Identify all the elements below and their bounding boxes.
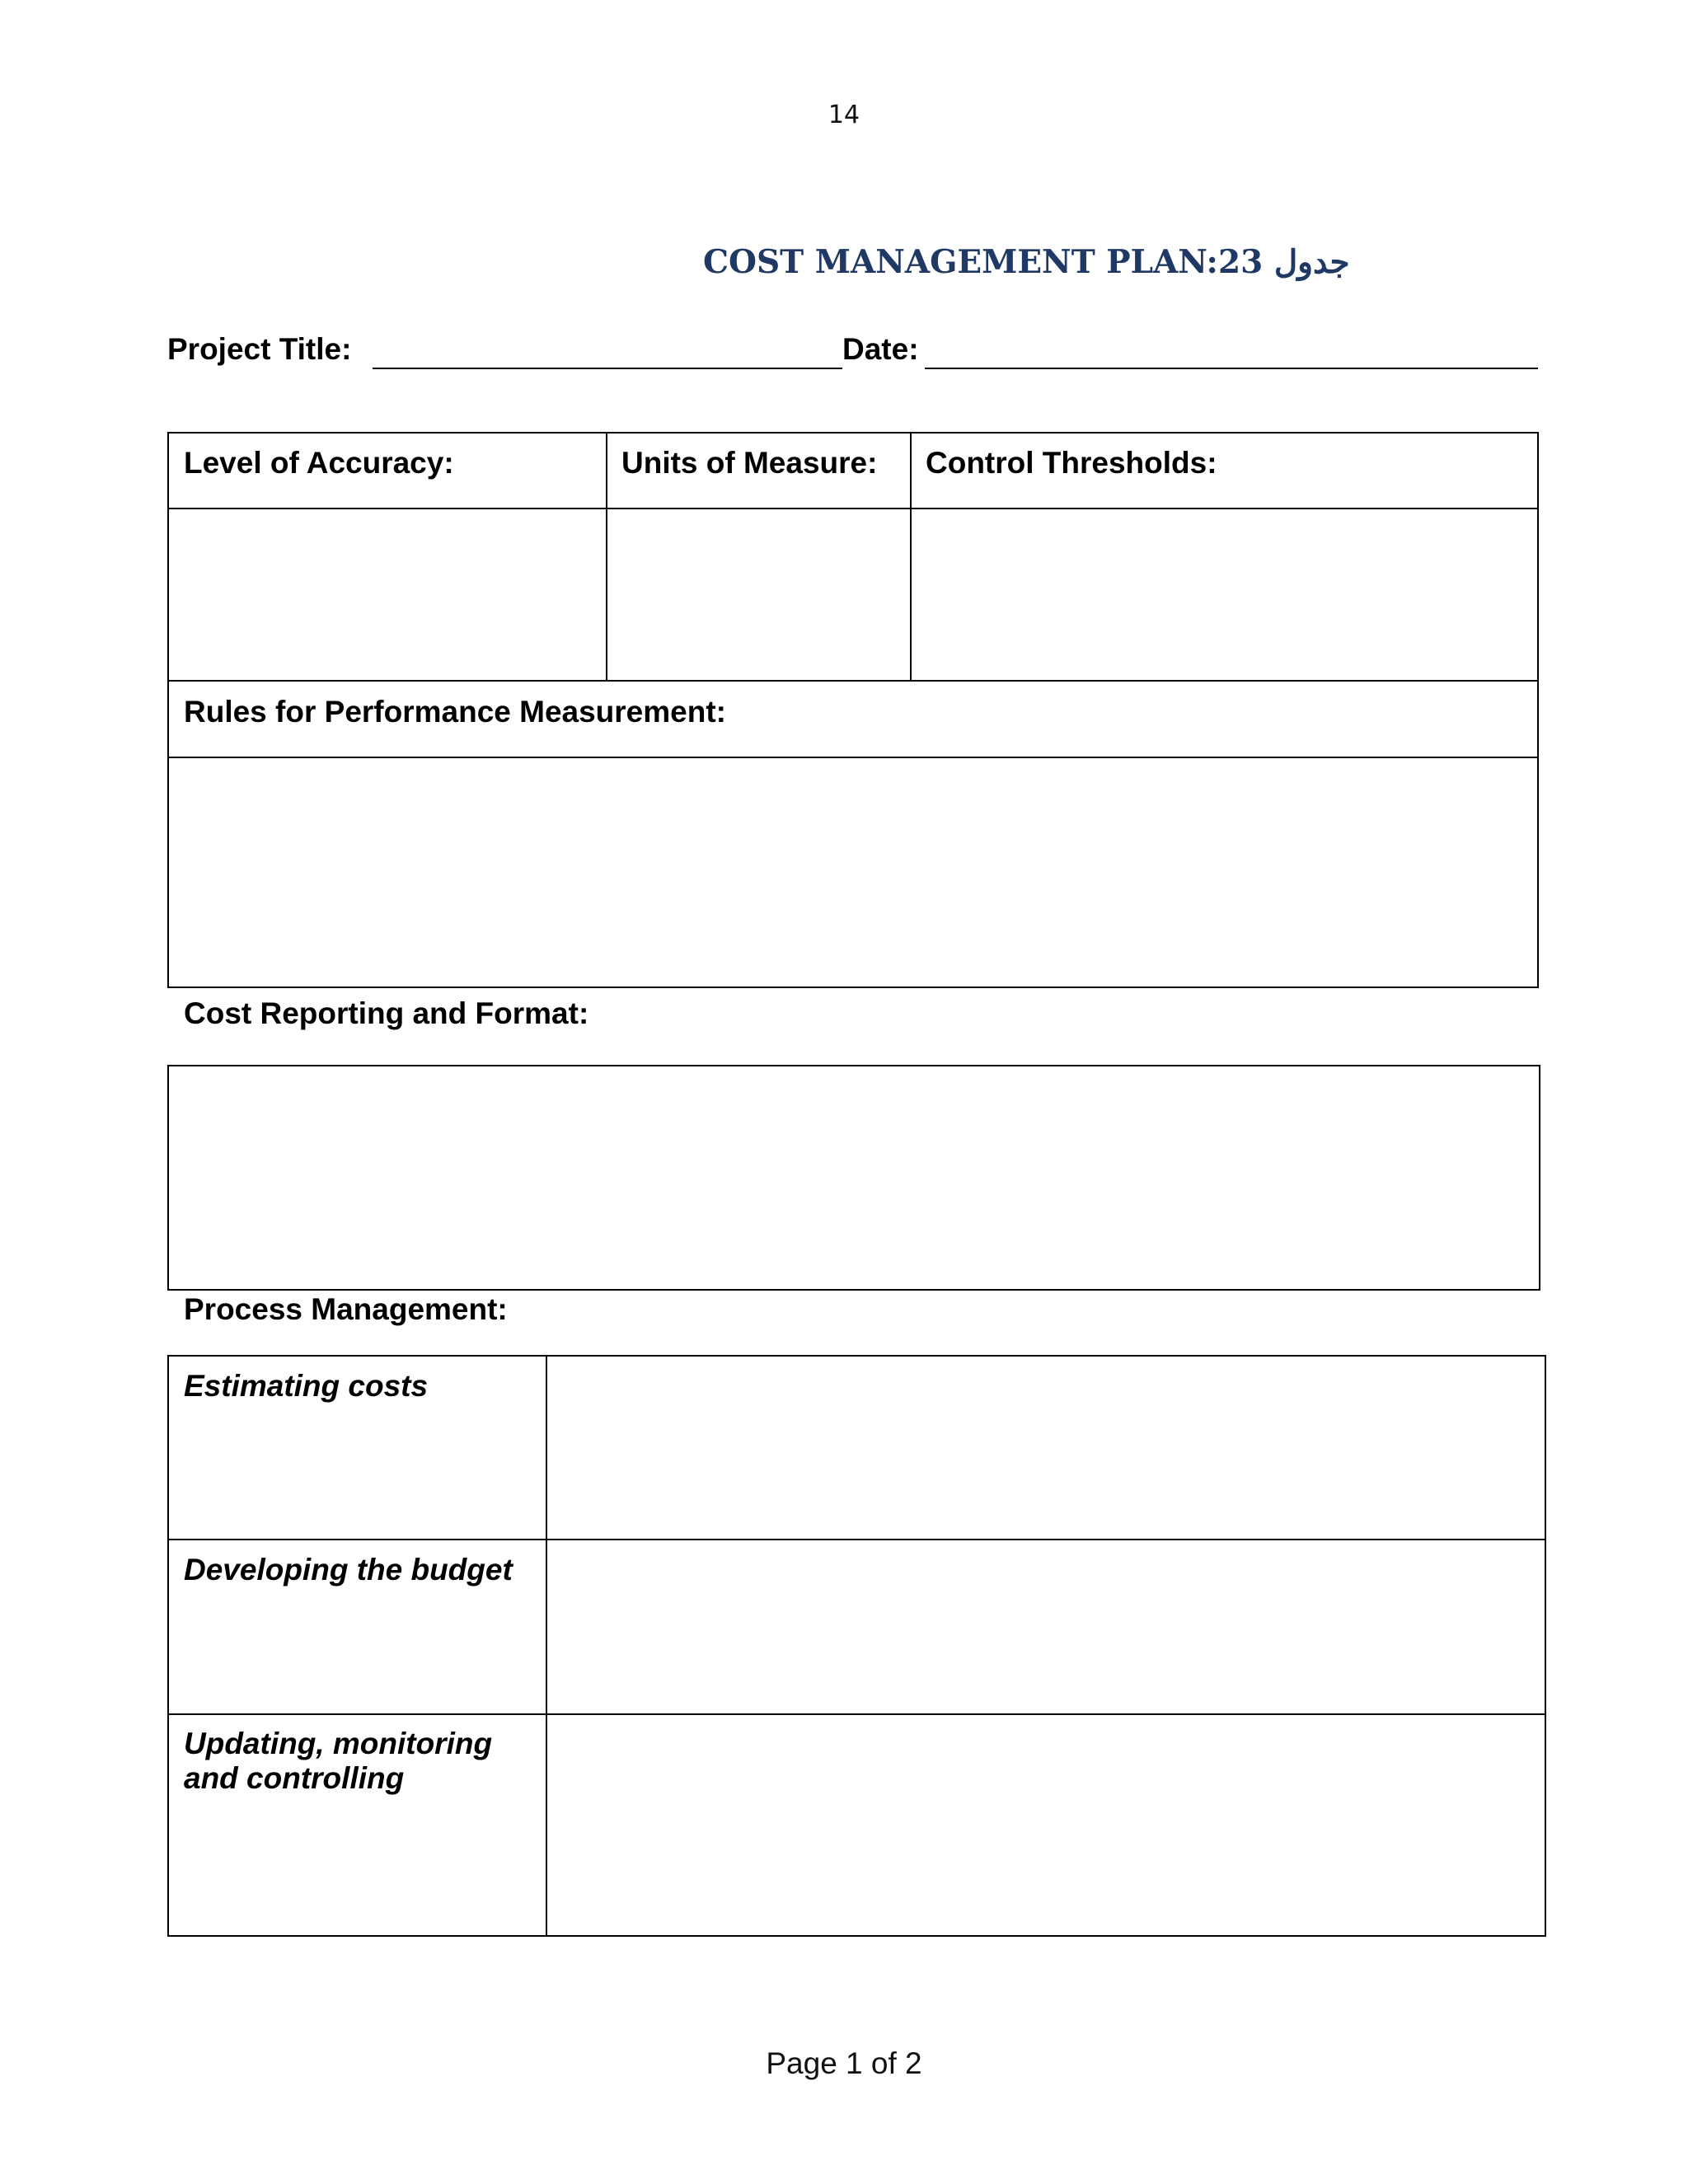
units-of-measure-header: Units of Measure: (621, 446, 878, 480)
level-of-accuracy-header: Level of Accuracy: (184, 446, 454, 480)
estimating-costs-label: Estimating costs (184, 1369, 429, 1403)
control-thresholds-header: Control Thresholds: (926, 446, 1217, 480)
cost-reporting-box[interactable] (167, 1065, 1540, 1291)
page-title: COST MANAGEMENT PLAN:23 جدول (703, 243, 1350, 281)
estimating-costs-cell[interactable] (547, 1357, 1545, 1537)
control-thresholds-cell[interactable] (912, 509, 1537, 678)
updating-monitoring-cell[interactable] (547, 1715, 1545, 1935)
date-field[interactable] (925, 368, 1538, 369)
date-label: Date: (842, 332, 919, 366)
level-of-accuracy-cell[interactable] (169, 509, 604, 678)
updating-monitoring-label: Updating, monitoring and controlling (184, 1727, 493, 1795)
project-title-field[interactable] (373, 368, 842, 369)
project-title-label: Project Title: (167, 332, 352, 366)
process-management-label: Process Management: (184, 1292, 508, 1326)
developing-budget-cell[interactable] (547, 1540, 1545, 1712)
page-number: 14 (828, 101, 860, 129)
rules-performance-cell[interactable] (169, 758, 1537, 987)
table-divider (167, 680, 1539, 682)
cost-reporting-label: Cost Reporting and Format: (184, 996, 589, 1030)
page-footer: Page 1 of 2 (766, 2046, 922, 2080)
developing-budget-label: Developing the budget (184, 1553, 513, 1586)
units-of-measure-cell[interactable] (607, 509, 908, 678)
rules-performance-label: Rules for Performance Measurement: (184, 695, 726, 729)
